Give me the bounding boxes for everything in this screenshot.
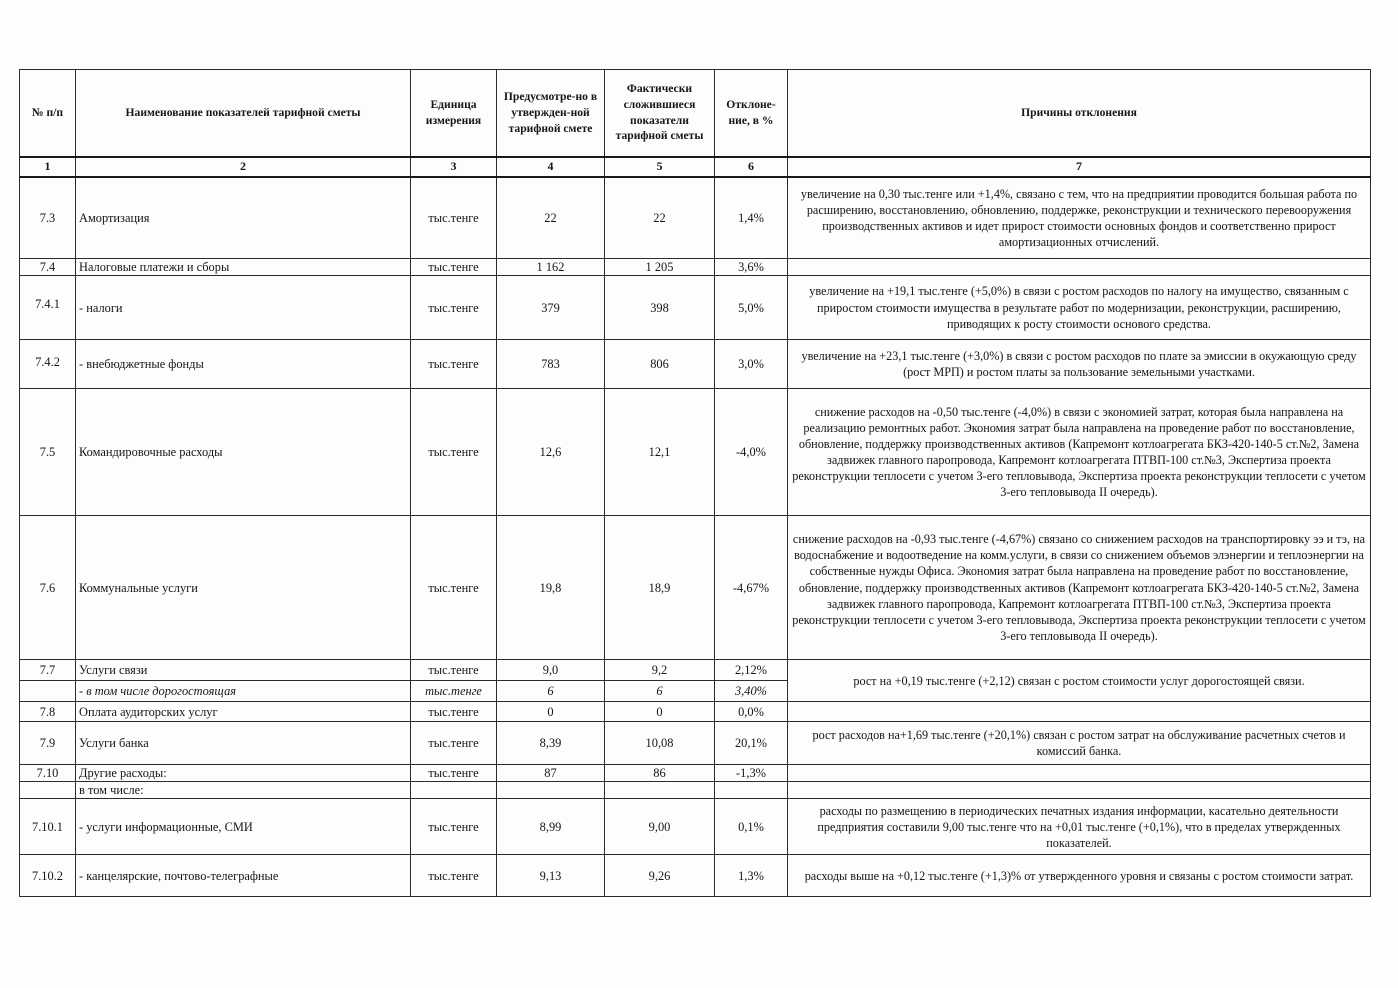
row-num: 7.9	[20, 722, 76, 765]
row-reason: рост на +0,19 тыс.тенге (+2,12) связан с ростом стоимости услуг дорогостоящей связи.	[788, 660, 1371, 702]
row-deviation: 3,6%	[715, 259, 788, 276]
row-name: Амортизация	[76, 177, 411, 259]
table-row	[20, 516, 1371, 660]
row-deviation: -4,0%	[715, 389, 788, 516]
column-number: 1	[20, 157, 76, 177]
row-num: 7.5	[20, 389, 76, 516]
column-number: 2	[76, 157, 411, 177]
row-deviation	[715, 782, 788, 799]
column-number: 7	[788, 157, 1371, 177]
column-number-row	[20, 157, 1371, 177]
row-actual: 9,2	[605, 660, 715, 681]
row-num: 7.4.2	[20, 340, 76, 389]
row-actual: 806	[605, 340, 715, 389]
row-deviation: 3,0%	[715, 340, 788, 389]
table-row	[20, 340, 1371, 389]
row-actual: 9,00	[605, 799, 715, 855]
header-row	[20, 70, 1371, 157]
row-name: - внебюджетные фонды	[76, 340, 411, 389]
row-planned: 1 162	[497, 259, 605, 276]
row-reason: рост расходов на+1,69 тыс.тенге (+20,1%) связан с ростом затрат на обслуживание расчетных счетов и комиссий банка.	[788, 722, 1371, 765]
row-planned: 6	[497, 681, 605, 702]
row-unit: тыс.тенге	[411, 389, 497, 516]
row-actual: 6	[605, 681, 715, 702]
row-reason: снижение расходов на -0,50 тыс.тенге (-4,0%) в связи с экономией затрат, которая была направлена на реализацию ремонтных работ. Экономия затрат была направлена на проведение работ по восстановление, обновление, поддержку производственных активов (Капремонт котлоагрегата БКЗ-420-140-5 ст.№2, Замена задвижек главного паропровода, Капремонт котлоагрегата ПТВП-100 ст.№3, Экспертиза проекта реконструкции теплосети с учетом 3-его тепловывода, Экспертиза проекта реконструкции теплосети с учетом 3-его тепловывода II очередь).	[788, 389, 1371, 516]
row-actual: 398	[605, 276, 715, 340]
row-name: - в том числе дорогостоящая	[76, 681, 411, 702]
header-deviation: Отклоне-ние, в %	[715, 70, 788, 157]
row-unit: тыс.тенге	[411, 765, 497, 782]
row-unit: тыс.тенге	[411, 799, 497, 855]
row-reason: увеличение на +23,1 тыс.тенге (+3,0%) в связи с ростом расходов по плате за эмиссии в окужающую среду (рост МРП) и ростом платы за пользование земельными участками.	[788, 340, 1371, 389]
table-row	[20, 660, 1371, 681]
row-planned: 783	[497, 340, 605, 389]
row-unit	[411, 782, 497, 799]
header-name: Наименование показателей тарифной сметы	[76, 70, 411, 157]
row-name: Налоговые платежи и сборы	[76, 259, 411, 276]
table-row	[20, 799, 1371, 855]
header-num: № п/п	[20, 70, 76, 157]
row-unit: тыс.тенге	[411, 340, 497, 389]
row-reason: расходы выше на +0,12 тыс.тенге (+1,3)% от утвержденного уровня и связаны с ростом стоимости затрат.	[788, 855, 1371, 897]
table-row	[20, 855, 1371, 897]
row-name: Командировочные расходы	[76, 389, 411, 516]
table-row	[20, 276, 1371, 340]
row-name: Другие расходы:	[76, 765, 411, 782]
row-reason: расходы по размещению в периодических печатных издания информации, касательно деятельности предприятия составили 9,00 тыс.тенге что на +0,01 тыс.тенге (+0,1%), что в пределах утвержденных показателей.	[788, 799, 1371, 855]
column-number: 5	[605, 157, 715, 177]
row-planned: 19,8	[497, 516, 605, 660]
row-reason	[788, 765, 1371, 782]
row-planned: 87	[497, 765, 605, 782]
row-planned	[497, 782, 605, 799]
row-name: - канцелярские, почтово-телеграфные	[76, 855, 411, 897]
row-planned: 12,6	[497, 389, 605, 516]
row-actual: 0	[605, 702, 715, 722]
row-deviation: 1,3%	[715, 855, 788, 897]
row-unit: тыс.тенге	[411, 702, 497, 722]
row-planned: 8,99	[497, 799, 605, 855]
row-actual: 10,08	[605, 722, 715, 765]
row-actual: 18,9	[605, 516, 715, 660]
row-deviation: 3,40%	[715, 681, 788, 702]
row-name: в том числе:	[76, 782, 411, 799]
row-num: 7.4.1	[20, 276, 76, 340]
table-row	[20, 722, 1371, 765]
table-row	[20, 782, 1371, 799]
row-name: Коммунальные услуги	[76, 516, 411, 660]
row-actual: 12,1	[605, 389, 715, 516]
row-name: - налоги	[76, 276, 411, 340]
row-unit: тыс.тенге	[411, 855, 497, 897]
row-name: Услуги банка	[76, 722, 411, 765]
row-unit: тыс.тенге	[411, 660, 497, 681]
row-deviation: 5,0%	[715, 276, 788, 340]
row-deviation: 20,1%	[715, 722, 788, 765]
row-unit: тыс.тенге	[411, 516, 497, 660]
row-reason: увеличение на +19,1 тыс.тенге (+5,0%) в связи с ростом расходов по налогу на имущество, связанным с приростом стоимости имущества в результате работ по модернизации, реконструкции, расширению, приводящих к росту стоимости основого средства.	[788, 276, 1371, 340]
row-reason: увеличение на 0,30 тыс.тенге или +1,4%, связано с тем, что на предприятии проводится большая работа по расширению, восстановлению, обновлению, поддержке, реконструкции и технического перевооружения производственных активов и идет прирост стоимости основных фондов и соответственно прирост амортизационных отчислений.	[788, 177, 1371, 259]
row-unit: тыс.тенге	[411, 722, 497, 765]
column-number: 3	[411, 157, 497, 177]
row-unit: тыс.тенге	[411, 259, 497, 276]
column-number: 6	[715, 157, 788, 177]
row-planned: 9,13	[497, 855, 605, 897]
row-num: 7.6	[20, 516, 76, 660]
row-actual: 1 205	[605, 259, 715, 276]
row-planned: 8,39	[497, 722, 605, 765]
row-name: - услуги информационные, СМИ	[76, 799, 411, 855]
row-actual: 86	[605, 765, 715, 782]
column-number: 4	[497, 157, 605, 177]
row-actual: 22	[605, 177, 715, 259]
table-row	[20, 389, 1371, 516]
row-reason	[788, 259, 1371, 276]
table-row	[20, 765, 1371, 782]
row-num: 7.10.1	[20, 799, 76, 855]
row-num: 7.7	[20, 660, 76, 681]
row-planned: 22	[497, 177, 605, 259]
header-unit: Единица измерения	[411, 70, 497, 157]
row-unit: тыс.тенге	[411, 681, 497, 702]
row-actual	[605, 782, 715, 799]
row-deviation: 1,4%	[715, 177, 788, 259]
row-name: Оплата аудиторских услуг	[76, 702, 411, 722]
row-deviation: -4,67%	[715, 516, 788, 660]
row-deviation: 0,0%	[715, 702, 788, 722]
row-reason	[788, 702, 1371, 722]
table-row	[20, 702, 1371, 722]
row-planned: 9,0	[497, 660, 605, 681]
row-planned: 0	[497, 702, 605, 722]
table-row	[20, 177, 1371, 259]
row-num: 7.8	[20, 702, 76, 722]
row-deviation: 2,12%	[715, 660, 788, 681]
row-num: 7.10	[20, 765, 76, 782]
table-row	[20, 259, 1371, 276]
row-num: 7.3	[20, 177, 76, 259]
row-num	[20, 782, 76, 799]
header-actual: Фактически сложившиеся показатели тарифной сметы	[605, 70, 715, 157]
row-name: Услуги связи	[76, 660, 411, 681]
row-num	[20, 681, 76, 702]
row-num: 7.10.2	[20, 855, 76, 897]
row-planned: 379	[497, 276, 605, 340]
header-planned: Предусмотре-но в утвержден-ной тарифной смете	[497, 70, 605, 157]
header-reasons: Причины отклонения	[788, 70, 1371, 157]
row-unit: тыс.тенге	[411, 276, 497, 340]
row-unit: тыс.тенге	[411, 177, 497, 259]
row-deviation: 0,1%	[715, 799, 788, 855]
row-actual: 9,26	[605, 855, 715, 897]
row-reason	[788, 782, 1371, 799]
tariff-estimate-table	[19, 69, 1371, 897]
row-reason: снижение расходов на -0,93 тыс.тенге (-4,67%) связано со снижением расходов на транспортировку ээ и тэ, на водоснабжение и водоотведение на комм.услуги, в связи со снижением объемов элэнергии и теплоэнергии на собственные нужды Офиса. Экономия затрат была направлена на проведение работ по восстановление, обновление, поддержку производственных активов (Капремонт котлоагрегата БКЗ-420-140-5 ст.№2, Замена задвижек главного паропровода, Капремонт котлоагрегата ПТВП-100 ст.№3, Экспертиза проекта реконструкции теплосети с учетом 3-его тепловывода, Экспертиза проекта реконструкции теплосети с учетом 3-его тепловывода II очередь).	[788, 516, 1371, 660]
row-deviation: -1,3%	[715, 765, 788, 782]
row-num: 7.4	[20, 259, 76, 276]
